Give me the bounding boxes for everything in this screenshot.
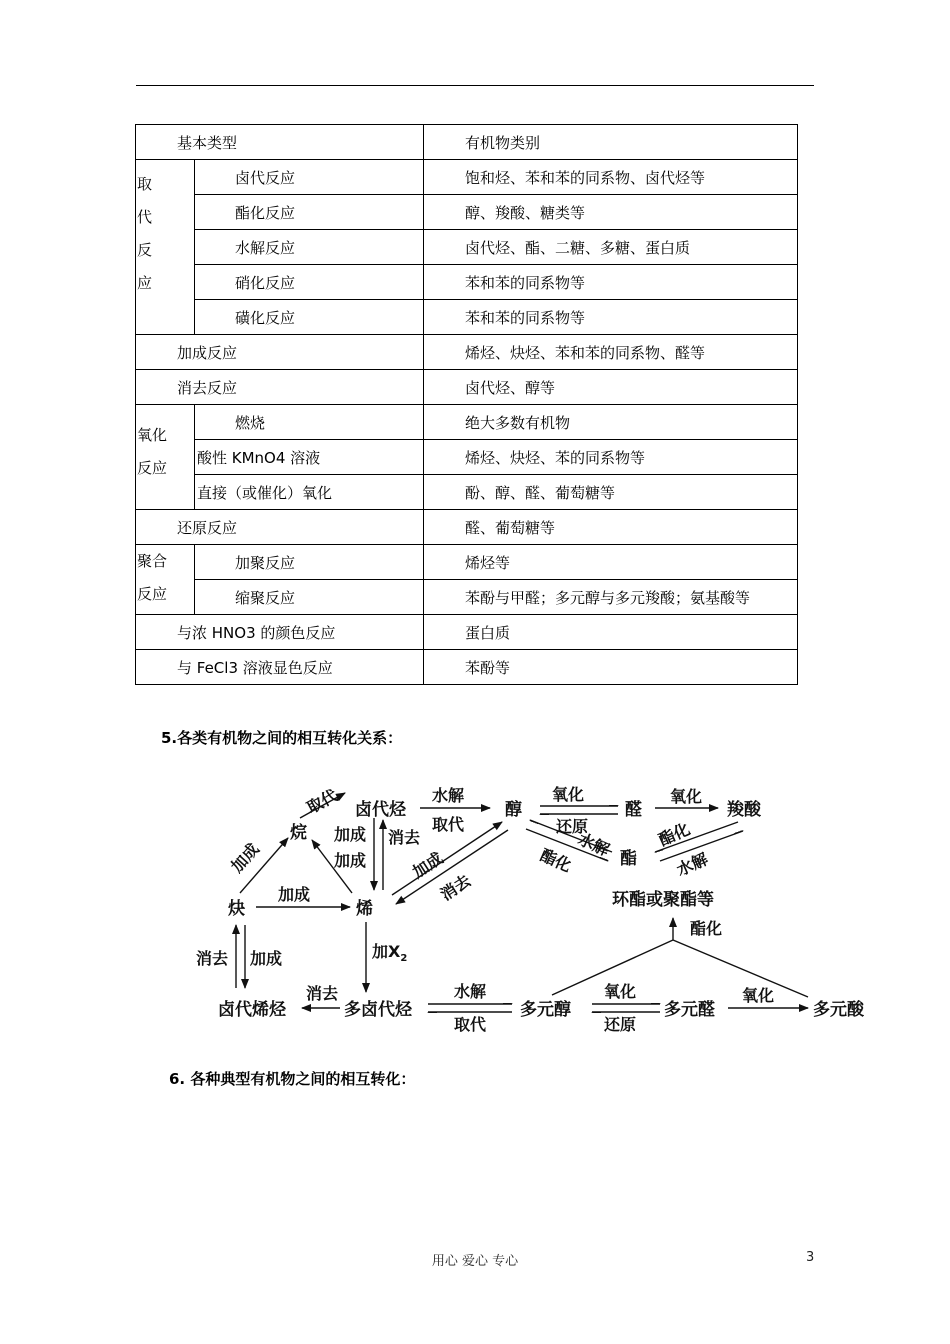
row-classes: 苯和苯的同系物等 [424,265,798,300]
section-5-title: 5.各类有机物之间的相互转化关系： [161,729,403,747]
section-6-title: 6. 各种典型有机物之间的相互转化： [169,1070,416,1088]
label-oxidation-1: 氧化 [552,785,585,804]
row-classes: 卤代烃、醇等 [424,370,798,405]
row-classes: 烯烃等 [424,545,798,580]
row-classes: 苯和苯的同系物等 [424,300,798,335]
label-oxidation-2: 氧化 [670,787,703,806]
row-classes: 苯酚等 [424,650,798,685]
node-ester: 酯 [620,849,637,869]
label-addition-alkyne-alkene: 加成 [278,885,311,904]
row-classes: 卤代烃、酯、二糖、多糖、蛋白质 [424,230,798,265]
label-esterification-3: 酯化 [690,919,723,938]
footer-motto: 用心 爱心 专心 [431,1254,519,1269]
node-carboxylic-acid: 羧酸 [727,800,761,820]
row-classes: 酚、醇、醛、葡萄糖等 [424,475,798,510]
label-reduction-2: 还原 [604,1015,637,1034]
page-number: 3 [806,1250,815,1265]
row-classes: 苯酚与甲醛；多元醇与多元羧酸；氨基酸等 [424,580,798,615]
row-name: 加成反应 [136,335,424,370]
label-addition-alkyne-alkane: 加成 [227,839,263,877]
node-haloalkane: 卤代烃 [355,800,406,820]
node-alkyne: 炔 [228,899,245,919]
row-name: 磺化反应 [195,300,424,335]
node-polyol: 多元醇 [520,1000,571,1020]
header-type: 基本类型 [136,125,424,160]
row-classes: 蛋白质 [424,615,798,650]
row-name: 与 FeCl3 溶液显色反应 [136,650,424,685]
group-substitution: 取 代 反 应 [136,160,195,335]
row-name: 硝化反应 [195,265,424,300]
node-polyaldehyde: 多元醛 [664,1000,715,1020]
label-addition-alkene-alcohol: 加成 [409,848,447,882]
node-polyhaloalkane: 多卤代烃 [344,1000,412,1020]
label-hydrolysis-2: 水解 [575,829,613,860]
header-classes: 有机物类别 [424,125,798,160]
row-classes: 绝大多数有机物 [424,405,798,440]
label-esterification-1: 酯化 [537,845,575,876]
label-oxidation-4: 氧化 [742,986,775,1005]
group-oxidation: 氧化 反应 [136,405,195,510]
label-reduction-1: 还原 [556,817,589,836]
node-aldehyde: 醛 [625,800,642,820]
label-add-x2: 加$X_2$ [372,942,408,964]
row-name: 水解反应 [195,230,424,265]
label-esterification-2: 酯化 [655,819,693,850]
row-name: 直接（或催化）氧化 [195,475,424,510]
node-cyclic-ester: 环酯或聚酯等 [612,890,714,910]
row-name: 还原反应 [136,510,424,545]
label-hydrolysis-3: 水解 [673,849,711,880]
row-classes: 醛、葡萄糖等 [424,510,798,545]
row-name: 加聚反应 [195,545,424,580]
label-hydrolysis-1: 水解 [432,786,465,805]
label-addition-1: 加成 [334,825,367,844]
label-elimination-haloalkane: 消去 [388,828,421,847]
label-elimination-haloalkene: 消去 [196,949,229,968]
row-name: 消去反应 [136,370,424,405]
row-classes: 烯烃、炔烃、苯和苯的同系物、醛等 [424,335,798,370]
label-substitute-1: 取代 [432,815,465,834]
row-classes: 烯烃、炔烃、苯的同系物等 [424,440,798,475]
row-classes: 醇、羧酸、糖类等 [424,195,798,230]
row-name: 酯化反应 [195,195,424,230]
node-alcohol: 醇 [505,800,522,820]
label-addition-haloalkene: 加成 [250,949,283,968]
node-alkene: 烯 [356,899,373,919]
group-polymerization: 聚合 反应 [136,545,195,615]
label-elimination-alcohol: 消去 [436,870,475,905]
row-classes: 饱和烃、苯和苯的同系物、卤代烃等 [424,160,798,195]
row-name: 燃烧 [195,405,424,440]
row-name: 缩聚反应 [195,580,424,615]
label-elimination-polyhalo: 消去 [306,984,339,1003]
label-addition-2: 加成 [334,851,367,870]
row-name: 与浓 HNO3 的颜色反应 [136,615,424,650]
label-substitute-alkane: 取代 [303,785,341,818]
label-substitute-2: 取代 [454,1015,487,1034]
label-hydrolysis-4: 水解 [454,982,487,1001]
node-alkane: 烷 [290,823,307,843]
row-name: 卤代反应 [195,160,424,195]
node-haloalkene: 卤代烯烃 [218,1000,286,1020]
row-name: 酸性 KMnO4 溶液 [195,440,424,475]
node-polyacid: 多元酸 [813,1000,864,1020]
label-oxidation-3: 氧化 [604,982,637,1001]
